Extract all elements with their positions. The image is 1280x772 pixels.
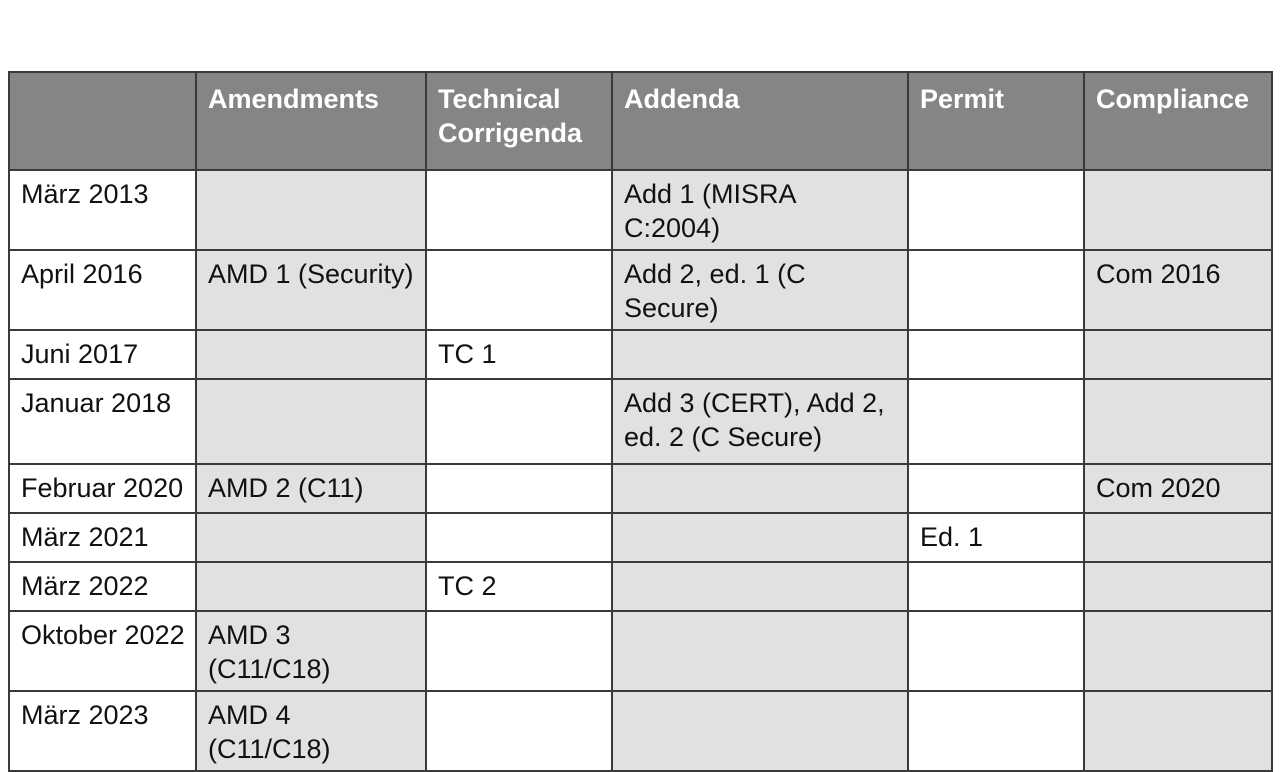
table-row <box>9 464 1272 513</box>
cell-addenda <box>612 691 908 771</box>
cell-amendments <box>196 562 426 611</box>
cell-date: Januar 2018 <box>9 379 196 464</box>
cell-technical-corrigenda <box>426 513 612 562</box>
release-table <box>8 71 1273 772</box>
cell-amendments <box>196 513 426 562</box>
cell-technical-corrigenda <box>426 464 612 513</box>
cell-amendments <box>196 379 426 464</box>
header-addenda: Addenda <box>612 72 908 170</box>
cell-permit <box>908 379 1084 464</box>
header-compliance: Compliance <box>1084 72 1272 170</box>
cell-date: April 2016 <box>9 250 196 330</box>
cell-permit <box>908 330 1084 379</box>
header-permit: Permit <box>908 72 1084 170</box>
cell-amendments: AMD 1 (Security) <box>196 250 426 330</box>
cell-amendments: AMD 3 (C11/C18) <box>196 611 426 691</box>
cell-amendments <box>196 330 426 379</box>
cell-date: März 2023 <box>9 691 196 771</box>
header-date <box>9 72 196 170</box>
cell-technical-corrigenda <box>426 611 612 691</box>
cell-permit <box>908 611 1084 691</box>
cell-permit <box>908 562 1084 611</box>
table-row <box>9 562 1272 611</box>
cell-technical-corrigenda: TC 1 <box>426 330 612 379</box>
cell-permit: Ed. 1 <box>908 513 1084 562</box>
table-row <box>9 330 1272 379</box>
cell-permit <box>908 691 1084 771</box>
cell-addenda <box>612 562 908 611</box>
table-row <box>9 611 1272 691</box>
cell-date: März 2013 <box>9 170 196 250</box>
cell-compliance <box>1084 611 1272 691</box>
cell-addenda <box>612 330 908 379</box>
cell-technical-corrigenda <box>426 170 612 250</box>
cell-compliance <box>1084 513 1272 562</box>
cell-date: Juni 2017 <box>9 330 196 379</box>
table-row <box>9 170 1272 250</box>
table-row <box>9 250 1272 330</box>
cell-technical-corrigenda: TC 2 <box>426 562 612 611</box>
cell-date: Oktober 2022 <box>9 611 196 691</box>
cell-compliance <box>1084 691 1272 771</box>
cell-addenda <box>612 464 908 513</box>
cell-addenda: Add 2, ed. 1 (C Secure) <box>612 250 908 330</box>
cell-addenda <box>612 513 908 562</box>
cell-technical-corrigenda <box>426 379 612 464</box>
cell-compliance <box>1084 330 1272 379</box>
header-amendments: Amendments <box>196 72 426 170</box>
cell-technical-corrigenda <box>426 691 612 771</box>
cell-permit <box>908 250 1084 330</box>
cell-compliance <box>1084 170 1272 250</box>
cell-date: März 2022 <box>9 562 196 611</box>
cell-amendments: AMD 2 (C11) <box>196 464 426 513</box>
cell-addenda: Add 1 (MISRA C:2004) <box>612 170 908 250</box>
cell-permit <box>908 464 1084 513</box>
cell-permit <box>908 170 1084 250</box>
table-row <box>9 513 1272 562</box>
cell-amendments: AMD 4 (C11/C18) <box>196 691 426 771</box>
cell-date: März 2021 <box>9 513 196 562</box>
cell-amendments <box>196 170 426 250</box>
cell-addenda <box>612 611 908 691</box>
header-row <box>9 72 1272 170</box>
cell-compliance <box>1084 379 1272 464</box>
table-row <box>9 379 1272 464</box>
header-technical-corrigenda-text: Technical Corrigenda <box>438 84 583 148</box>
cell-technical-corrigenda <box>426 250 612 330</box>
cell-compliance: Com 2020 <box>1084 464 1272 513</box>
cell-date: Februar 2020 <box>9 464 196 513</box>
cell-compliance: Com 2016 <box>1084 250 1272 330</box>
table-row <box>9 691 1272 771</box>
cell-addenda: Add 3 (CERT), Add 2, ed. 2 (C Secure) <box>612 379 908 464</box>
header-technical-corrigenda <box>426 72 612 170</box>
cell-compliance <box>1084 562 1272 611</box>
